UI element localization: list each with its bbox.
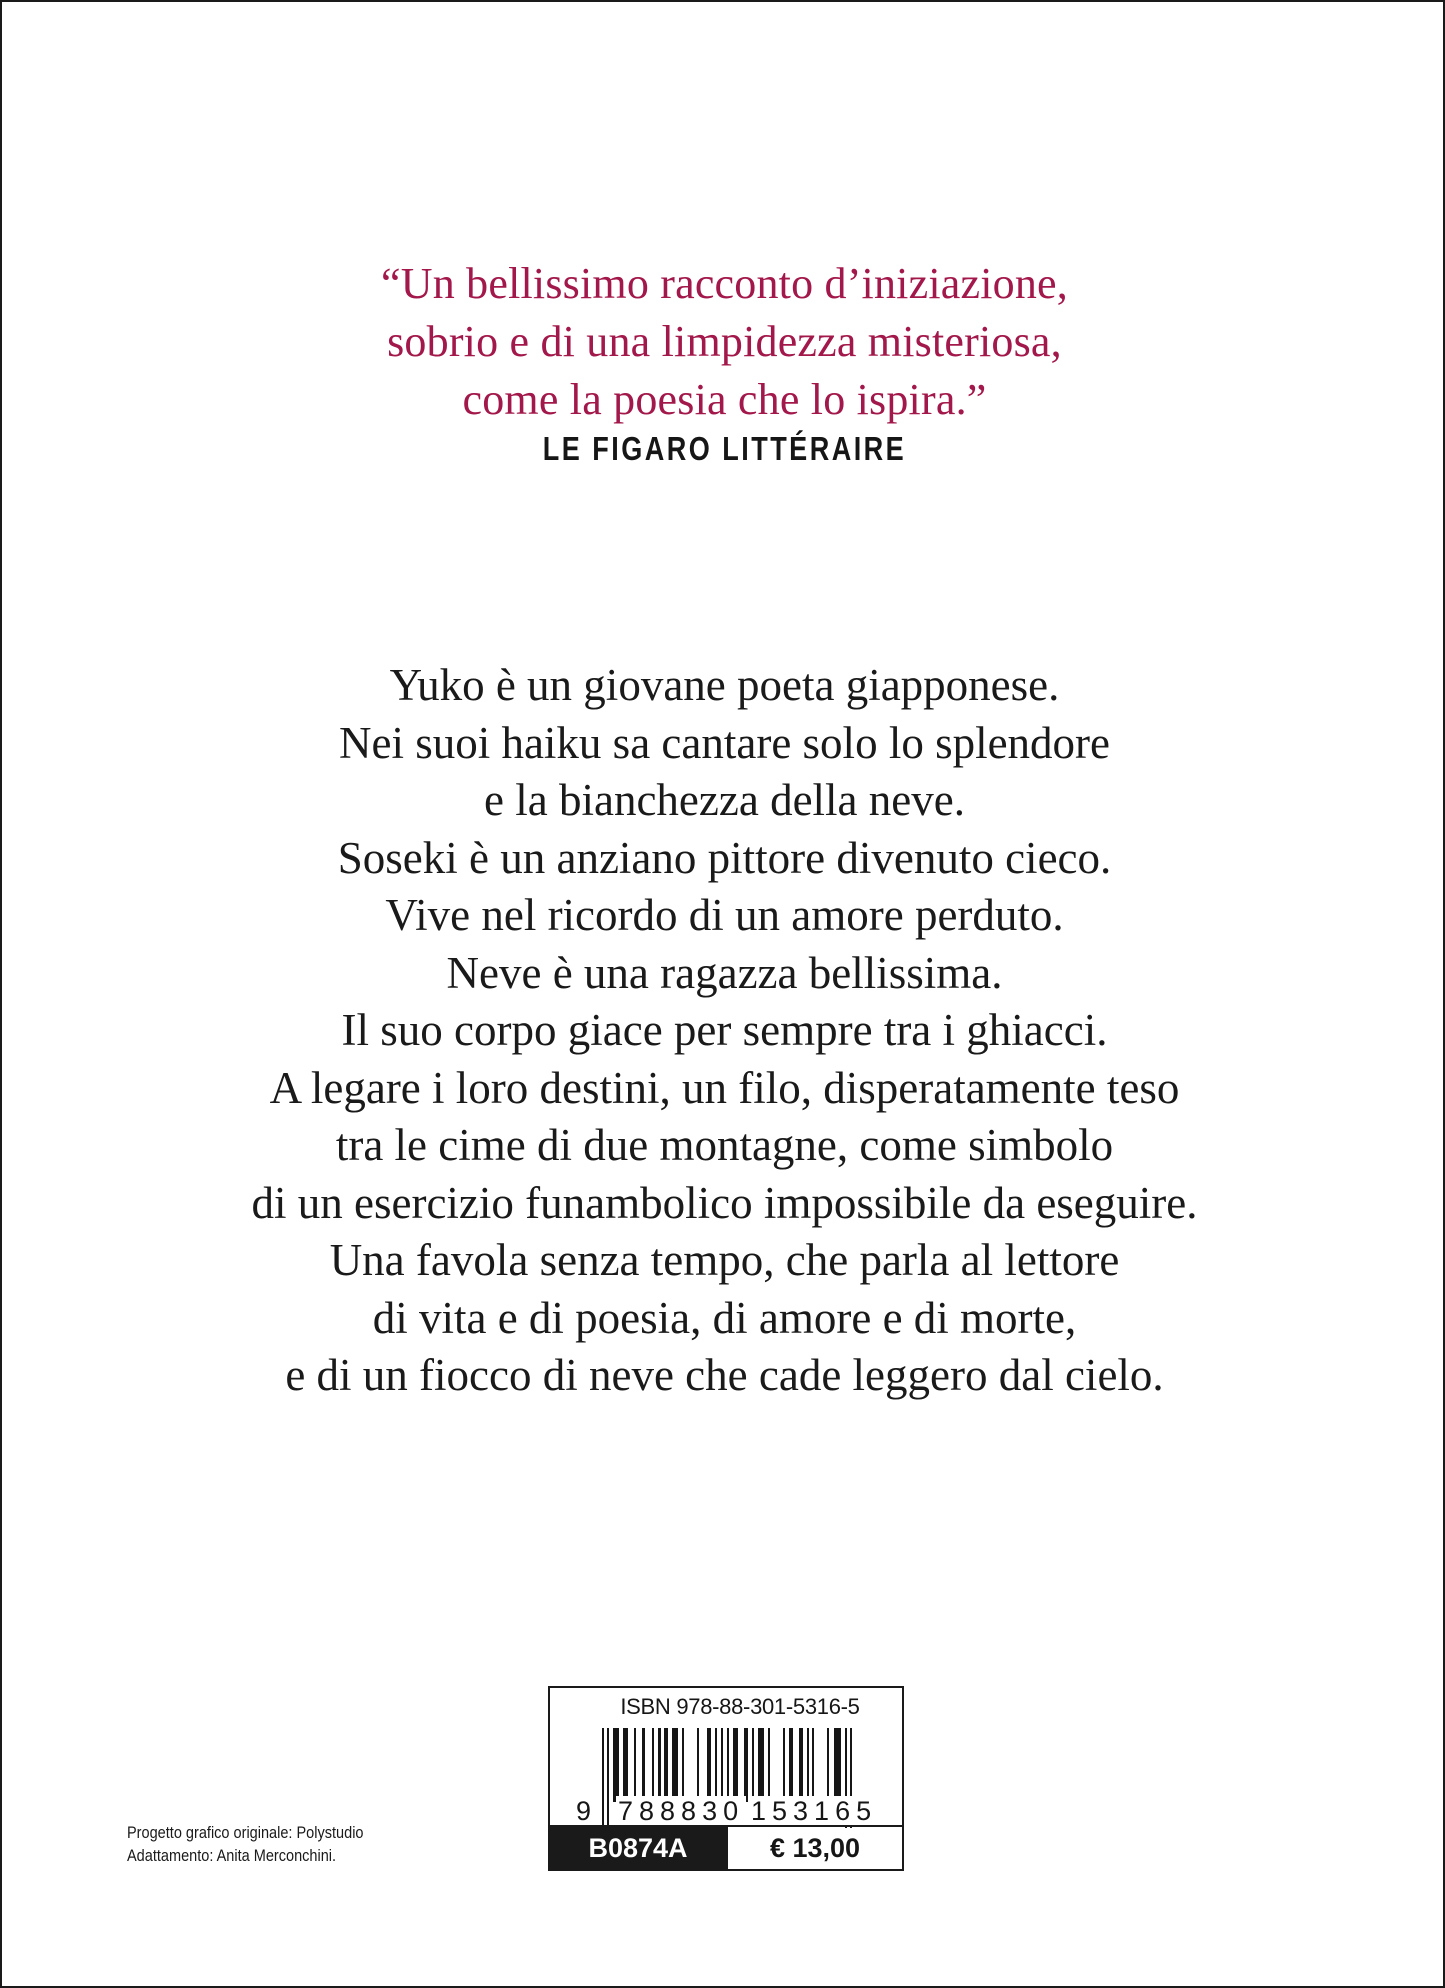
credit-line: Progetto grafico originale: Polystudio [127, 1824, 364, 1842]
design-credits [127, 1822, 364, 1868]
credit-line: Adattamento: Anita Merconchini. [127, 1847, 337, 1865]
blurb-line: di un esercizio funambolico impossibile da eseguire. [251, 1177, 1198, 1228]
blurb-line: Yuko è un giovane poeta giapponese. [389, 660, 1060, 710]
quote-source: LE FIGARO LITTÉRAIRE [542, 430, 907, 467]
quote-line: sobrio e di una limpidezza misteriosa, [387, 317, 1062, 366]
blurb-line: di vita e di poesia, di amore e di morte, [372, 1292, 1077, 1343]
blurb-line: Soseki è un anziano pittore divenuto cieco. [337, 832, 1112, 883]
blurb-line: e la bianchezza della neve. [484, 775, 965, 825]
book-blurb [2, 657, 1445, 1405]
isbn-barcode-label [548, 1686, 904, 1871]
quote-line: “Un bellissimo racconto d’iniziazione, [381, 259, 1068, 308]
blurb-line: A legare i loro destini, un filo, disperatamente teso [269, 1062, 1180, 1113]
blurb-line: Neve è una ragazza bellissima. [446, 947, 1003, 998]
ean-left-group: 788830 [618, 1796, 745, 1826]
isbn-number: ISBN 978-88-301-5316-5 [620, 1694, 860, 1719]
blurb-line: e di un fiocco di neve che cade leggero dal cielo. [285, 1350, 1164, 1400]
blurb-line: tra le cime di due montagne, come simbolo [335, 1120, 1114, 1170]
product-code: B0874A [550, 1827, 726, 1869]
blurb-line: Il suo corpo giace per sempre tra i ghiacci. [341, 1005, 1108, 1055]
ean-right-group: 153165 [751, 1796, 878, 1826]
blurb-line: Vive nel ricordo di un amore perduto. [385, 890, 1064, 940]
blurb-line: Nei suoi haiku sa cantare solo lo splendore [338, 717, 1111, 768]
quote-line: come la poesia che lo ispira.” [462, 375, 987, 424]
review-quote [2, 255, 1445, 469]
price-row [550, 1825, 902, 1869]
blurb-line: Una favola senza tempo, che parla al lettore [329, 1235, 1120, 1285]
ean-first-digit: 9 [576, 1796, 592, 1826]
price: € 13,00 [726, 1827, 902, 1869]
